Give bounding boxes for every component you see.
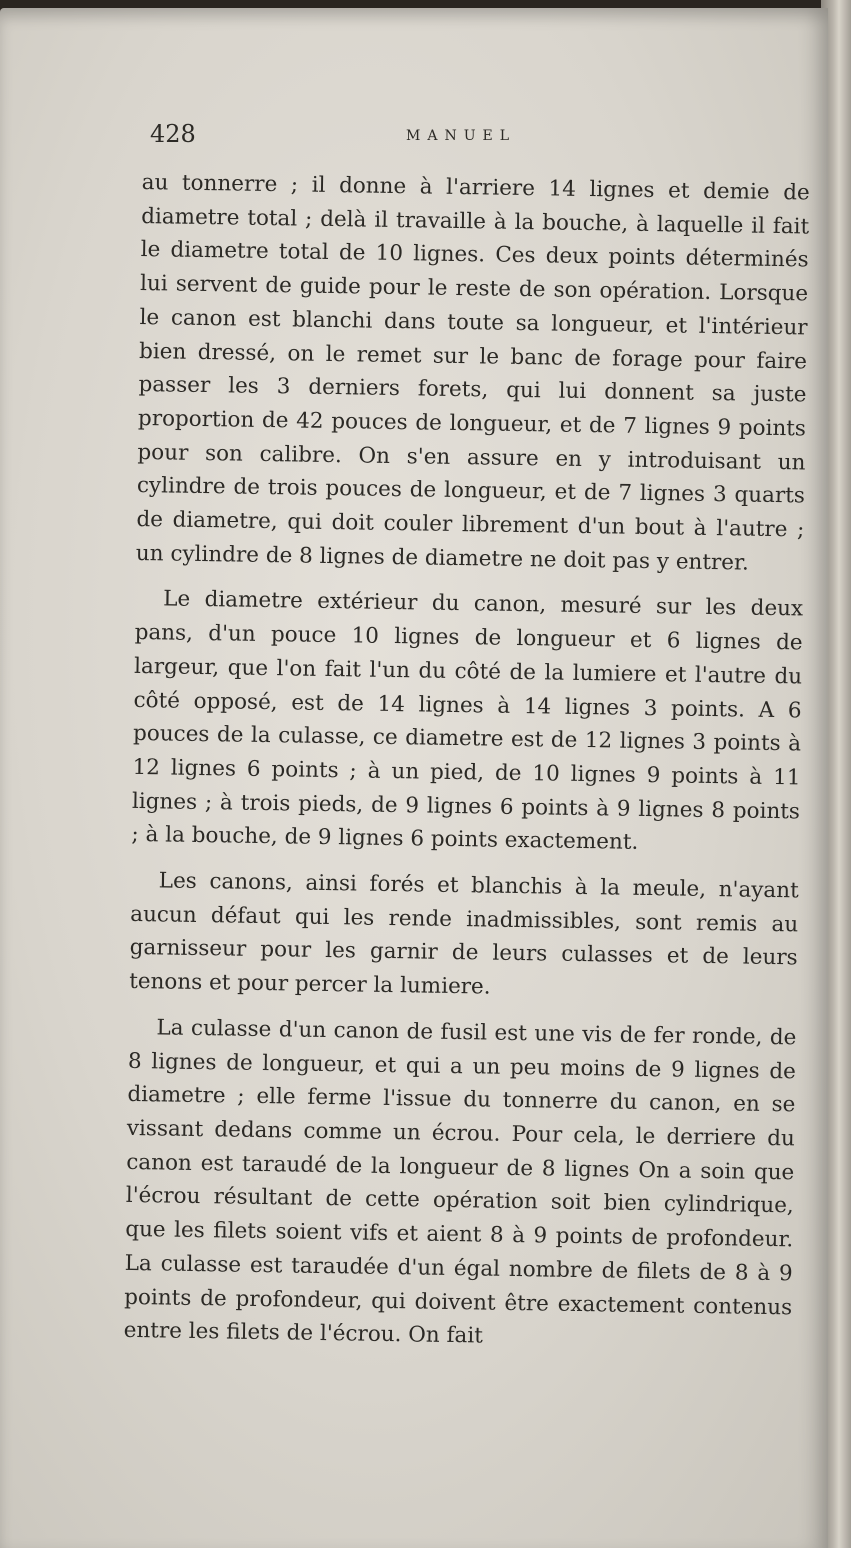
- paragraph-2: Le diametre extérieur du canon, mesuré sur les deux pans, d'un pouce 10 lignes de longueur et 6 lignes de largeur, que l'on fait l'un du côté de la lumiere et l'autre du côté opposé, est de 14 lignes à 14 lignes 3 points. A 6 pouces de la culasse, ce diametre est de 12 lignes 3 points à 12 lignes 6 points ; à un pied, de 10 lignes 9 points à 11 lignes ; à trois pieds, de 9 lignes 6 points à 9 lignes 8 points ; à la bouche, de 9 lignes 6 points exactement.: [131, 586, 804, 856]
- page-header: [150, 120, 710, 150]
- page-number: 428: [150, 120, 196, 148]
- running-title: MANUEL: [406, 128, 517, 144]
- body-text: [123, 166, 810, 1370]
- paragraph-4: La culasse d'un canon de fusil est une vis de fer ronde, de 8 lignes de longueur, et qui a un peu moins de 9 lignes de diametre ; elle ferme l'issue du tonnerre du canon, en se vissant dedans comme un écrou. Pour cela, le derriere du canon est taraudé de la longueur de 8 lignes On a soin que l'écrou résultant de cette opération soit bien cylindrique, que les filets soient vifs et aient 8 à 9 points de profondeur. La culasse est taraudée d'un égal nombre de filets de 8 à 9 points de profondeur, qui doivent être exactement contenus entre les filets de l'écrou. On fait: [123, 1015, 797, 1349]
- paragraph-1: au tonnerre ; il donne à l'arriere 14 lignes et demie de diametre total ; delà il travaille à la bouche, à laquelle il fait le diametre total de 10 lignes. Ces deux points déterminés lui servent de guide pour le reste de son opération. Lorsque le canon est blanchi dans toute sa longueur, et l'intérieur bien dressé, on le remet sur le banc de forage pour faire passer les 3 derniers forets, qui lui donnent sa juste proportion de 42 pouces de longueur, et de 7 lignes 9 points pour son calibre. On s'en assure en y introduisant un cylindre de trois pouces de longueur, et de 7 lignes 3 quarts de diametre, qui doit couler librement d'un bout à l'autre ; un cylindre de 8 lignes de diametre ne doit pas y entrer.: [135, 169, 810, 576]
- paragraph-3: Les canons, ainsi forés et blanchis à la meule, n'ayant aucun défaut qui les rende inadmissibles, sont remis au garnisseur pour les garnir de leurs culasses et de leurs tenons et pour percer la lumiere.: [128, 868, 799, 1000]
- book-page: [0, 8, 828, 1548]
